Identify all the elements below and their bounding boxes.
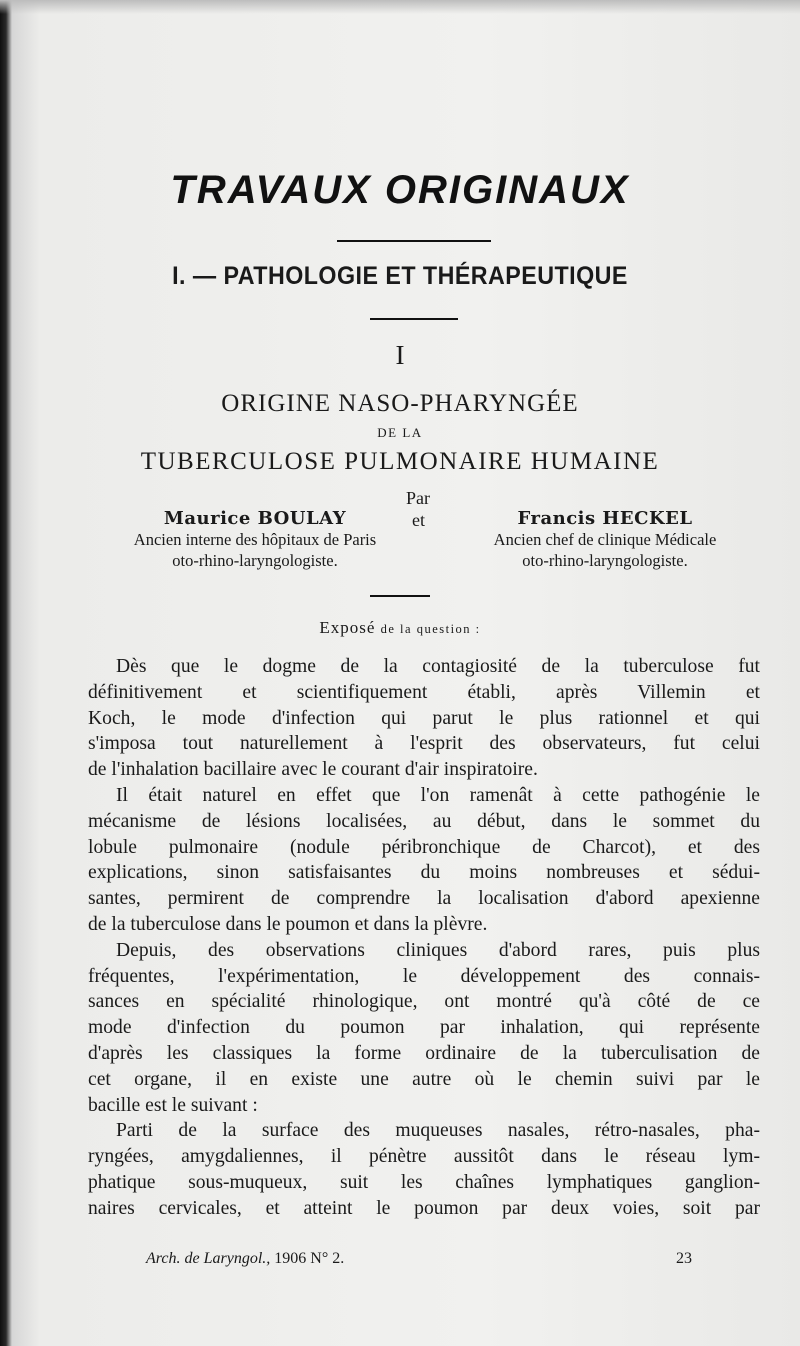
and-label: et bbox=[412, 510, 425, 530]
text-line: Koch, le mode d'infection qui parut le plus rationnel et qui bbox=[88, 707, 760, 729]
text-line: naires cervicales, et atteint le poumon par deux voies, soit par bbox=[88, 1197, 760, 1219]
section-title-cap: Exposé bbox=[319, 618, 376, 637]
text-line: phatique sous-muqueux, suit les chaînes lymphatiques ganglion- bbox=[88, 1171, 760, 1193]
text-line: cet organe, il en existe une autre où le chemin suivi par le bbox=[88, 1068, 760, 1090]
subsection-heading: I. — PATHOLOGIE ET THÉRAPEUTIQUE bbox=[172, 262, 628, 290]
article-title-de-la: DE LA bbox=[377, 425, 423, 440]
text-line: mécanisme de lésions localisées, au début, dans le sommet du bbox=[88, 810, 760, 832]
text-line: Parti de la surface des muqueuses nasales, rétro-nasales, pha- bbox=[116, 1120, 760, 1142]
text-line: santes, permirent de comprendre la localisation d'abord apexienne bbox=[88, 888, 760, 910]
text-line: Il était naturel en effet que l'on ramenât à cette pathogénie le bbox=[116, 784, 760, 806]
paragraph bbox=[88, 938, 760, 1119]
author-role: Ancien chef de clinique Médicale bbox=[493, 530, 717, 549]
text-line: Depuis, des observations cliniques d'abord rares, puis plus bbox=[116, 939, 760, 961]
text-line: lobule pulmonaire (nodule péribronchique de Charcot), et des bbox=[88, 836, 760, 858]
text-line: définitivement et scientifiquement établi, après Villemin et bbox=[88, 681, 760, 703]
text-line: explications, sinon satisfaisantes du moins nombreuses et sédui- bbox=[88, 862, 760, 884]
page-number: 23 bbox=[676, 1250, 692, 1267]
author-name: Maurice BOULAY bbox=[163, 508, 347, 529]
author-role: oto-rhino-laryngologiste. bbox=[522, 551, 688, 570]
text-line: de l'inhalation bacillaire avec le courant d'air inspiratoire. bbox=[88, 759, 538, 781]
journal-name: Arch. de Laryngol., bbox=[146, 1250, 271, 1267]
text-line: fréquentes, l'expérimentation, le développement des connais- bbox=[88, 965, 760, 987]
journal-citation bbox=[146, 1250, 344, 1268]
author-block-heckel bbox=[440, 508, 770, 571]
author-role: oto-rhino-laryngologiste. bbox=[172, 551, 338, 570]
paragraph bbox=[88, 783, 760, 938]
text-line: ryngées, amygdaliennes, il pénètre aussitôt dans le réseau lym- bbox=[88, 1146, 760, 1168]
paragraph bbox=[88, 654, 760, 783]
text-line: d'après les classiques la forme ordinaire de la tuberculisation de bbox=[88, 1042, 760, 1064]
text-line: de la tuberculose dans le poumon et dans la plèvre. bbox=[88, 913, 488, 935]
journal-issue: 1906 N° 2. bbox=[274, 1250, 345, 1267]
text-line: sances en spécialité rhinologique, ont montré qu'à côté de ce bbox=[88, 991, 760, 1013]
section-title bbox=[0, 618, 800, 638]
paragraph bbox=[88, 1118, 760, 1221]
text-line: mode d'infection du poumon par inhalation, qui représente bbox=[88, 1017, 760, 1039]
heading-rule bbox=[337, 240, 491, 242]
text-line: Dès que le dogme de la contagiosité de la tuberculose fut bbox=[116, 656, 760, 677]
text-line: bacille est le suivant : bbox=[88, 1094, 258, 1116]
author-role: Ancien interne des hôpitaux de Paris bbox=[133, 530, 377, 549]
article-number: I bbox=[395, 340, 405, 370]
article-title-line2: TUBERCULOSE PULMONAIRE HUMAINE bbox=[140, 448, 660, 475]
author-block-boulay bbox=[60, 508, 450, 571]
section-heading: TRAVAUX ORIGINAUX bbox=[170, 168, 630, 212]
article-title-line1: ORIGINE NASO-PHARYNGÉE bbox=[221, 390, 579, 417]
article-body bbox=[88, 654, 760, 1222]
text-line: s'imposa tout naturellement à l'esprit des observateurs, fut celui bbox=[88, 733, 760, 755]
section-title-rest: de la question : bbox=[380, 622, 481, 636]
subheading-rule bbox=[370, 318, 458, 320]
scan-edge bbox=[0, 0, 800, 14]
authors-rule bbox=[370, 595, 430, 597]
author-name: Francis HECKEL bbox=[517, 508, 693, 529]
by-label: Par bbox=[406, 488, 430, 508]
